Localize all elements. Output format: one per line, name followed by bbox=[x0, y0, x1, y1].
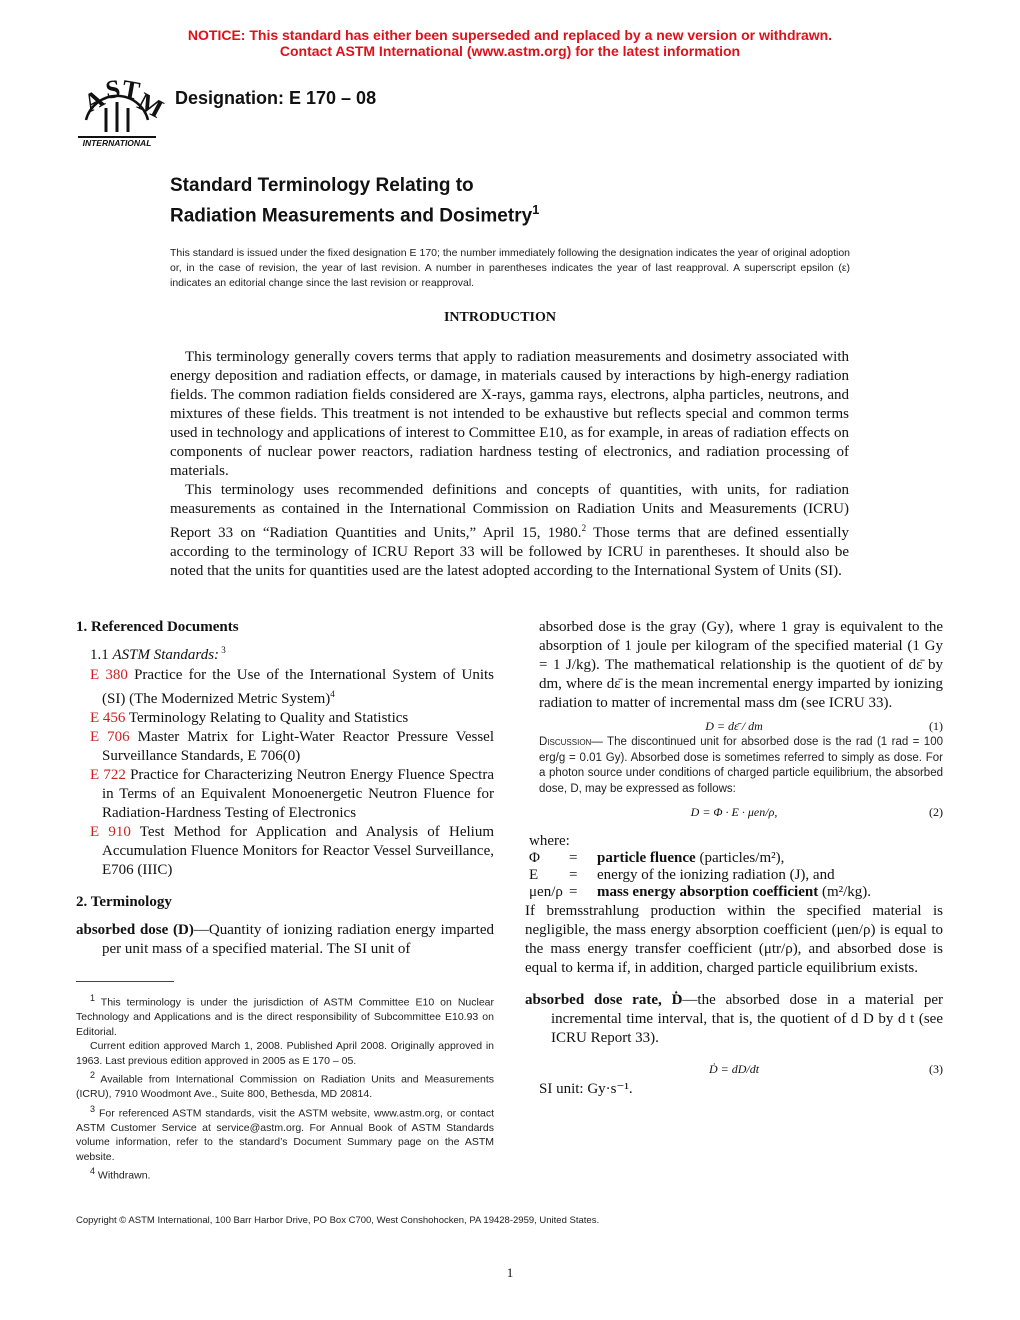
where-row-e: E = energy of the ionizing radiation (J), and bbox=[529, 867, 835, 883]
title-line-1: Standard Terminology Relating to bbox=[170, 175, 474, 196]
equation-3: Ḋ = dD/dt (3) bbox=[708, 1062, 943, 1076]
discussion-note: Discussion— The discontinued unit for absorbed dose is the rad (1 rad = 100 erg/g = 0.01 Gy). Absorbed dose is sometimes referred to simply as dose. For a photon source under conditions of charged particle equilibrium, the absorbed dose, D, may be expressed as follows: bbox=[539, 736, 943, 795]
absorbed-dose-continued: absorbed dose is the gray (Gy), where 1 gray is equivalent to the absorption of 1 joule per kilogram of the specified material (1 Gy = 1 J/kg). The mathematical relationship is the quotient of dε̄ by dm, where dε̄ is the mean incremental energy imparted by ionizing radiation to matter of incremental mass dm (see ICRU 33). bbox=[539, 619, 943, 711]
introduction-body bbox=[170, 348, 849, 581]
right-column bbox=[525, 618, 943, 1099]
section-1-heading: 1. Referenced Documents bbox=[76, 619, 239, 635]
ref-e910[interactable]: E 910 Test Method for Application and Analysis of Helium Accumulation Fluence Monitors for Reactor Vessel Surveillance, E706 (IIIC) bbox=[90, 824, 494, 878]
term-absorbed-dose: absorbed dose (D)—Quantity of ionizing radiation energy imparted per unit mass of a specified material. The SI unit of bbox=[76, 922, 494, 957]
equation-1: D = dε̄ / dm (1) bbox=[705, 719, 943, 733]
standard-note: This standard is issued under the fixed designation E 170; the number immediately following the designation indicates the year of original adoption or, in the case of revision, the year of last revision. A number in parentheses indicates the year of last reapproval. A superscript epsilon (ε) indicates an editorial change since the last revision or reapproval. bbox=[170, 247, 850, 289]
footnote-rule bbox=[76, 981, 174, 982]
equation-2: D = Φ · E · μen/ρ, (2) bbox=[690, 805, 943, 819]
footnote-4: $^4$ Withdrawn. bbox=[90, 1166, 151, 1182]
ref-e722[interactable]: E 722 Practice for Characterizing Neutron Energy Fluence Spectra in Terms of an Equivalent Monoenergetic Neutron Fluence for Radiation-Hardness Testing of Electronics bbox=[90, 767, 494, 821]
left-column bbox=[76, 618, 494, 959]
document-title bbox=[170, 174, 539, 228]
page-number: 1 bbox=[506, 1265, 514, 1280]
intro-paragraph-2: This terminology uses recommended definitions and concepts of quantities, with units, for radiation measurements as contained in the International Commission on Radiation Units and Measurements (ICRU) Report 33 on “Radiation Quantities and Units,” April 15, 1980.$^2$ Those terms that are defined essentially according to the terminology of ICRU Report 33 will be followed by ICRU in parentheses. It should also be noted that the units for quantities used are the latest adopted according to the International System of Units (SI). bbox=[170, 482, 849, 579]
introduction-heading: INTRODUCTION bbox=[443, 310, 556, 325]
intro-paragraph-1: This terminology generally covers terms that apply to radiation measurements and dosimetry associated with energy deposition and radiation effects, or damage, in materials caused by interactions by high-energy radiation fields. The common radiation fields considered are X-rays, gamma rays, electrons, alpha particles, neutrons, and mixtures of these fields. This treatment is not intended to be exhaustive but reflects special and common terms used in technology and applications of interest to Committee E10, as for example, in areas of radiation effects on components of nuclear power reactors, radiation hardness testing of electronics, and radiation processing of materials. bbox=[170, 349, 849, 479]
footnote-1-edition: Current edition approved March 1, 2008. Published April 2008. Originally approved in 1963. Last previous edition approved in 2005 as E 170 – 05. bbox=[76, 1040, 494, 1067]
term-absorbed-dose-rate: absorbed dose rate, Ḋ—the absorbed dose in a material per incremental time interval, that is, the quotient of d D by d t (see ICRU Report 33). bbox=[525, 992, 943, 1046]
footnote-2: $^2$ Available from International Commission on Radiation Units and Measurements (ICRU), 7910 Woodmont Ave., Suite 800, Bethesda, MD 20814. bbox=[76, 1070, 494, 1100]
astm-logo bbox=[72, 68, 169, 152]
notice-line-1: NOTICE: This standard has either been superseded and replaced by a new version or withdrawn. bbox=[187, 27, 833, 43]
subsection-1-1: 1.1 ASTM Standards: $^3$ bbox=[90, 645, 226, 663]
ref-e706[interactable]: E 706 Master Matrix for Light-Water Reactor Pressure Vessel Surveillance Standards, E 706(0) bbox=[90, 729, 494, 764]
svg-text:A: A bbox=[78, 83, 110, 118]
si-unit: SI unit: Gy·s⁻¹. bbox=[539, 1081, 633, 1097]
notice-line-2: Contact ASTM International (www.astm.org) for the latest information bbox=[279, 43, 741, 59]
ref-e456[interactable]: E 456 Terminology Relating to Quality and Statistics bbox=[90, 710, 409, 726]
title-line-2: Radiation Measurements and Dosimetry$^1$ bbox=[170, 202, 540, 227]
svg-text:T: T bbox=[120, 74, 143, 106]
designation: Designation: E 170 – 08 bbox=[175, 88, 377, 108]
logo-sub-text: INTERNATIONAL bbox=[82, 138, 152, 148]
svg-text:M: M bbox=[132, 86, 169, 124]
footnotes bbox=[76, 991, 494, 1183]
svg-text:S: S bbox=[103, 73, 123, 105]
footnote-3: $^3$ For referenced ASTM standards, visit the ASTM website, www.astm.org, or contact ASTM Customer Service at service@astm.org. For Annual Book of ASTM Standards volume information, refer to the standard’s Document Summary page on the ASTM website. bbox=[76, 1103, 494, 1163]
ref-e380[interactable]: E 380 Practice for the Use of the International System of Units (SI) (The Modernized Metric System)$^4$ bbox=[90, 667, 494, 707]
bremsstrahlung-paragraph: If bremsstrahlung production within the specified material is negligible, the mass energy absorption coefficient (μen/ρ) is equal to the mass energy transfer coefficient (μtr/ρ), and absorbed dose is equal to kerma if, in addition, charged particle equilibrium exists. bbox=[525, 903, 943, 976]
where-block bbox=[525, 833, 943, 901]
copyright: Copyright © ASTM International, 100 Barr Harbor Drive, PO Box C700, West Conshohocken, PA 19428-2959, United States. bbox=[76, 1215, 600, 1226]
where-row-phi: Φ = particle fluence (particles/m²), bbox=[529, 850, 785, 866]
where-label: where: bbox=[529, 833, 570, 849]
footnote-1: $^1$ This terminology is under the jurisdiction of ASTM Committee E10 on Nuclear Technology and Applications and is the direct responsibility of Subcommittee E10.93 on Editorial. bbox=[76, 993, 494, 1038]
where-row-mu: μen/ρ = mass energy absorption coefficient (m²/kg). bbox=[529, 884, 872, 900]
section-2-heading: 2. Terminology bbox=[76, 894, 172, 910]
